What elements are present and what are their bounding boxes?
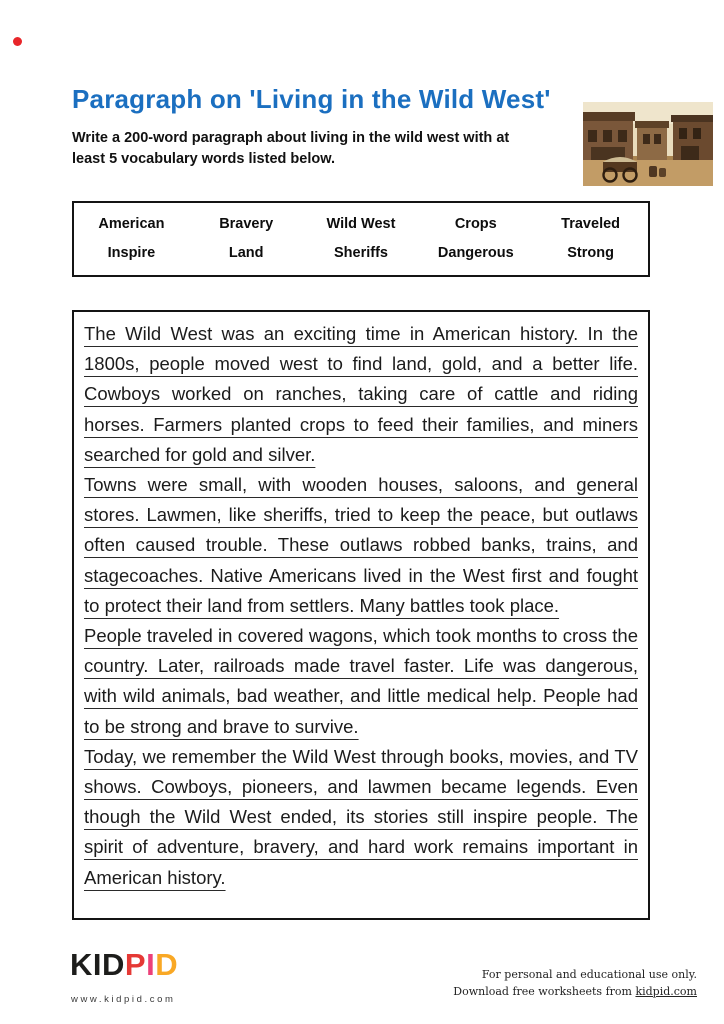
page-marker-dot	[13, 37, 22, 46]
vocab-word: Traveled	[561, 216, 621, 232]
logo-letter-p: P	[124, 947, 147, 982]
download-note	[453, 983, 697, 1000]
header	[72, 84, 572, 170]
vocab-word: American	[98, 216, 165, 232]
download-note-text: Download free worksheets from	[453, 985, 636, 998]
wild-west-town-photo	[583, 102, 713, 186]
essay-paragraph: The Wild West was an exciting time in American history. In the 1800s, people moved west to find land, gold, and a better life. Cowboys worked on ranches, taking care of cattle and riding horses. Farmers planted crops to feed their families, and miners searched for gold and silver.	[84, 323, 638, 465]
footer-note	[453, 966, 697, 1000]
vocab-word: Bravery	[219, 216, 274, 232]
vocab-word: Sheriffs	[333, 245, 388, 261]
logo-letter-i: I	[146, 947, 156, 982]
kidpid-logo	[70, 948, 178, 988]
logo-letter-d: D	[155, 947, 179, 982]
vocab-word: Wild West	[326, 216, 396, 232]
usage-note: For personal and educational use only.	[481, 968, 697, 981]
essay-paragraph: Today, we remember the Wild West through books, movies, and TV shows. Cowboys, pioneers, and lawmen became legends. Even though the Wild West ended, its stories still inspire people. The spirit of adventure, bravery, and hard work remains important in American history.	[84, 745, 638, 888]
page-title: Paragraph on 'Living in the Wild West'	[72, 84, 551, 114]
logo-letters-kid: KID	[70, 947, 125, 982]
kidpid-link[interactable]: kidpid.com	[635, 985, 697, 998]
essay-box	[72, 310, 650, 920]
vocab-word: Crops	[454, 216, 497, 232]
vocabulary-box	[72, 201, 650, 277]
vocab-word: Inspire	[107, 245, 156, 261]
essay-paragraph: People traveled in covered wagons, which took months to cross the country. Later, railroads made travel faster. Life was dangerous, with wild animals, bad weather, and little medical help. People had to be strong and brave to survive.	[84, 625, 638, 737]
vocab-word: Land	[228, 245, 264, 261]
essay-paragraph: Towns were small, with wooden houses, saloons, and general stores. Lawmen, like sheriffs, tried to keep the peace, but outlaws often caused trouble. These outlaws robbed banks, trains, and stagecoaches. Native Americans lived in the West first and fought to protect their land from settlers. Many battles took place.	[84, 474, 638, 616]
vocab-word: Strong	[567, 245, 614, 261]
vocab-word: Dangerous	[437, 245, 514, 261]
instructions-text: Write a 200-word paragraph about living in the wild west with at least 5 vocabulary words listed below.	[72, 130, 510, 167]
website-url: www.kidpid.com	[71, 994, 176, 1005]
